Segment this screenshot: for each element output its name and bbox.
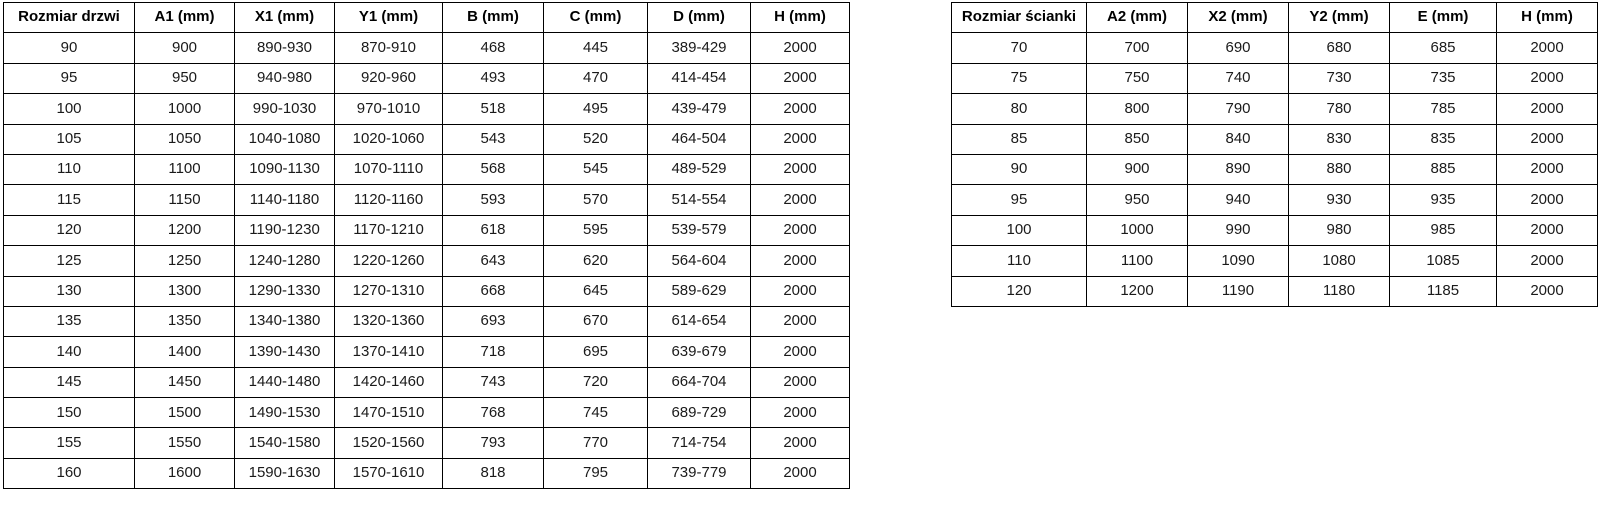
table-cell: 695 (544, 337, 648, 367)
table-cell: 539-579 (648, 215, 751, 245)
table-cell: 700 (1087, 33, 1188, 63)
table-cell: 850 (1087, 124, 1188, 154)
table-cell: 2000 (751, 458, 850, 488)
table-cell: 2000 (751, 367, 850, 397)
table-cell: 714-754 (648, 428, 751, 458)
table-cell: 980 (1289, 215, 1390, 245)
table-cell: 645 (544, 276, 648, 306)
table-cell: 940-980 (235, 63, 335, 93)
table-row (4, 94, 850, 124)
table-cell: 1370-1410 (335, 337, 443, 367)
table-cell: 1390-1430 (235, 337, 335, 367)
table-cell: 1150 (135, 185, 235, 215)
table-cell: 950 (1087, 185, 1188, 215)
table-cell: 564-604 (648, 246, 751, 276)
table-cell: 1290-1330 (235, 276, 335, 306)
table-cell: 1470-1510 (335, 398, 443, 428)
table-cell: 570 (544, 185, 648, 215)
table-cell: 1000 (1087, 215, 1188, 245)
table-cell: 1200 (135, 215, 235, 245)
table-cell: 2000 (751, 246, 850, 276)
table-cell: 620 (544, 246, 648, 276)
table-cell: 639-679 (648, 337, 751, 367)
column-header: A1 (mm) (135, 3, 235, 33)
table-cell: 2000 (751, 398, 850, 428)
table-cell: 795 (544, 458, 648, 488)
table-cell: 890-930 (235, 33, 335, 63)
table-cell: 1220-1260 (335, 246, 443, 276)
table-cell: 680 (1289, 33, 1390, 63)
table-cell: 730 (1289, 63, 1390, 93)
table-cell: 75 (952, 63, 1087, 93)
table-cell: 793 (443, 428, 544, 458)
table-cell: 543 (443, 124, 544, 154)
table-cell: 414-454 (648, 63, 751, 93)
column-header: A2 (mm) (1087, 3, 1188, 33)
table-cell: 489-529 (648, 154, 751, 184)
table-cell: 514-554 (648, 185, 751, 215)
table-row (4, 367, 850, 397)
table-cell: 2000 (1497, 63, 1598, 93)
table-cell: 140 (4, 337, 135, 367)
table-cell: 568 (443, 154, 544, 184)
table-cell: 985 (1390, 215, 1497, 245)
table-cell: 643 (443, 246, 544, 276)
table-cell: 1190 (1188, 276, 1289, 306)
table-row (952, 124, 1598, 154)
table-cell: 720 (544, 367, 648, 397)
table-row (4, 33, 850, 63)
table-cell: 160 (4, 458, 135, 488)
table-cell: 2000 (1497, 246, 1598, 276)
table-cell: 780 (1289, 94, 1390, 124)
table-cell: 2000 (751, 154, 850, 184)
column-header: X2 (mm) (1188, 3, 1289, 33)
table-row (952, 63, 1598, 93)
table-cell: 2000 (751, 276, 850, 306)
table-cell: 1070-1110 (335, 154, 443, 184)
table-cell: 2000 (751, 33, 850, 63)
column-header: Rozmiar drzwi (4, 3, 135, 33)
table-cell: 670 (544, 306, 648, 336)
table-cell: 110 (4, 154, 135, 184)
table-row (4, 246, 850, 276)
table-cell: 1320-1360 (335, 306, 443, 336)
table-cell: 818 (443, 458, 544, 488)
table-cell: 155 (4, 428, 135, 458)
table-cell: 2000 (1497, 215, 1598, 245)
table-cell: 1090-1130 (235, 154, 335, 184)
table-cell: 520 (544, 124, 648, 154)
table-cell: 1270-1310 (335, 276, 443, 306)
table-row (952, 154, 1598, 184)
table-cell: 1090 (1188, 246, 1289, 276)
table-cell: 2000 (751, 124, 850, 154)
table-cell: 750 (1087, 63, 1188, 93)
table-cell: 880 (1289, 154, 1390, 184)
table-cell: 1600 (135, 458, 235, 488)
table-row (4, 154, 850, 184)
column-header: B (mm) (443, 3, 544, 33)
table-cell: 900 (135, 33, 235, 63)
table-cell: 135 (4, 306, 135, 336)
table-cell: 95 (4, 63, 135, 93)
table-cell: 80 (952, 94, 1087, 124)
table-cell: 935 (1390, 185, 1497, 215)
table-row (952, 33, 1598, 63)
table-cell: 618 (443, 215, 544, 245)
table-cell: 1050 (135, 124, 235, 154)
table-cell: 770 (544, 428, 648, 458)
table-cell: 1180 (1289, 276, 1390, 306)
table-row (4, 63, 850, 93)
table-cell: 950 (135, 63, 235, 93)
table-cell: 1240-1280 (235, 246, 335, 276)
table-cell: 2000 (1497, 154, 1598, 184)
table-cell: 120 (4, 215, 135, 245)
table-cell: 2000 (751, 185, 850, 215)
table-cell: 970-1010 (335, 94, 443, 124)
table-cell: 1200 (1087, 276, 1188, 306)
table-cell: 1440-1480 (235, 367, 335, 397)
table-cell: 885 (1390, 154, 1497, 184)
table-cell: 1550 (135, 428, 235, 458)
table-cell: 890 (1188, 154, 1289, 184)
table-cell: 2000 (1497, 276, 1598, 306)
table-cell: 664-704 (648, 367, 751, 397)
table-cell: 105 (4, 124, 135, 154)
table-cell: 120 (952, 276, 1087, 306)
table-cell: 445 (544, 33, 648, 63)
table-cell: 593 (443, 185, 544, 215)
table-row (4, 337, 850, 367)
table-cell: 2000 (751, 306, 850, 336)
table-cell: 1590-1630 (235, 458, 335, 488)
table-cell: 743 (443, 367, 544, 397)
table-cell: 800 (1087, 94, 1188, 124)
table-cell: 1420-1460 (335, 367, 443, 397)
column-header: C (mm) (544, 3, 648, 33)
table-cell: 900 (1087, 154, 1188, 184)
table-cell: 1570-1610 (335, 458, 443, 488)
table-cell: 1020-1060 (335, 124, 443, 154)
table-cell: 145 (4, 367, 135, 397)
table-cell: 1040-1080 (235, 124, 335, 154)
header-row (4, 3, 850, 33)
table-cell: 470 (544, 63, 648, 93)
table-cell: 2000 (751, 337, 850, 367)
column-header: H (mm) (751, 3, 850, 33)
table-cell: 920-960 (335, 63, 443, 93)
table-cell: 589-629 (648, 276, 751, 306)
table-cell: 439-479 (648, 94, 751, 124)
table-cell: 790 (1188, 94, 1289, 124)
table-cell: 2000 (751, 428, 850, 458)
table-cell: 70 (952, 33, 1087, 63)
table-cell: 2000 (751, 63, 850, 93)
table-cell: 2000 (751, 215, 850, 245)
table-cell: 614-654 (648, 306, 751, 336)
table-cell: 2000 (751, 94, 850, 124)
table-cell: 130 (4, 276, 135, 306)
table-cell: 990-1030 (235, 94, 335, 124)
table-cell: 1400 (135, 337, 235, 367)
table-cell: 990 (1188, 215, 1289, 245)
column-header: Y2 (mm) (1289, 3, 1390, 33)
column-header: X1 (mm) (235, 3, 335, 33)
table-cell: 1540-1580 (235, 428, 335, 458)
table-cell: 690 (1188, 33, 1289, 63)
table-cell: 740 (1188, 63, 1289, 93)
table-cell: 85 (952, 124, 1087, 154)
header-row (952, 3, 1598, 33)
table-cell: 468 (443, 33, 544, 63)
table-cell: 1100 (135, 154, 235, 184)
table-cell: 2000 (1497, 124, 1598, 154)
table-cell: 930 (1289, 185, 1390, 215)
table-cell: 110 (952, 246, 1087, 276)
table-cell: 95 (952, 185, 1087, 215)
table-cell: 685 (1390, 33, 1497, 63)
table-row (952, 215, 1598, 245)
table-cell: 90 (952, 154, 1087, 184)
table-row (4, 398, 850, 428)
column-header: E (mm) (1390, 3, 1497, 33)
table-cell: 100 (4, 94, 135, 124)
table-cell: 100 (952, 215, 1087, 245)
table-cell: 2000 (1497, 185, 1598, 215)
table-cell: 1140-1180 (235, 185, 335, 215)
table-cell: 115 (4, 185, 135, 215)
door-size-table (3, 2, 850, 489)
table-cell: 1250 (135, 246, 235, 276)
table-cell: 768 (443, 398, 544, 428)
table-cell: 745 (544, 398, 648, 428)
table-cell: 689-729 (648, 398, 751, 428)
table-cell: 840 (1188, 124, 1289, 154)
table-cell: 1340-1380 (235, 306, 335, 336)
column-header: D (mm) (648, 3, 751, 33)
table-cell: 693 (443, 306, 544, 336)
table-cell: 595 (544, 215, 648, 245)
table-cell: 2000 (1497, 33, 1598, 63)
table-cell: 940 (1188, 185, 1289, 215)
table-row (952, 185, 1598, 215)
table-row (4, 458, 850, 488)
table-cell: 739-779 (648, 458, 751, 488)
table-cell: 870-910 (335, 33, 443, 63)
table-cell: 1450 (135, 367, 235, 397)
table-cell: 125 (4, 246, 135, 276)
table-cell: 493 (443, 63, 544, 93)
table-row (4, 215, 850, 245)
table-cell: 2000 (1497, 94, 1598, 124)
table-cell: 718 (443, 337, 544, 367)
table-cell: 1520-1560 (335, 428, 443, 458)
table-row (4, 185, 850, 215)
table-cell: 464-504 (648, 124, 751, 154)
column-header: Rozmiar ścianki (952, 3, 1087, 33)
table-row (4, 428, 850, 458)
table-cell: 150 (4, 398, 135, 428)
table-cell: 1350 (135, 306, 235, 336)
table-cell: 495 (544, 94, 648, 124)
table-cell: 1300 (135, 276, 235, 306)
table-cell: 90 (4, 33, 135, 63)
wall-size-table (951, 2, 1598, 307)
table-row (952, 246, 1598, 276)
table-cell: 1080 (1289, 246, 1390, 276)
table-cell: 1100 (1087, 246, 1188, 276)
table-cell: 1170-1210 (335, 215, 443, 245)
table-cell: 545 (544, 154, 648, 184)
table-cell: 1490-1530 (235, 398, 335, 428)
column-header: H (mm) (1497, 3, 1598, 33)
table-cell: 1000 (135, 94, 235, 124)
table-cell: 1190-1230 (235, 215, 335, 245)
table-cell: 389-429 (648, 33, 751, 63)
table-row (4, 306, 850, 336)
table-cell: 785 (1390, 94, 1497, 124)
table-row (952, 276, 1598, 306)
table-row (952, 94, 1598, 124)
table-cell: 518 (443, 94, 544, 124)
table-cell: 668 (443, 276, 544, 306)
column-header: Y1 (mm) (335, 3, 443, 33)
table-cell: 1085 (1390, 246, 1497, 276)
table-row (4, 124, 850, 154)
table-cell: 1500 (135, 398, 235, 428)
table-cell: 835 (1390, 124, 1497, 154)
table-cell: 1185 (1390, 276, 1497, 306)
table-cell: 1120-1160 (335, 185, 443, 215)
table-cell: 735 (1390, 63, 1497, 93)
table-row (4, 276, 850, 306)
table-cell: 830 (1289, 124, 1390, 154)
